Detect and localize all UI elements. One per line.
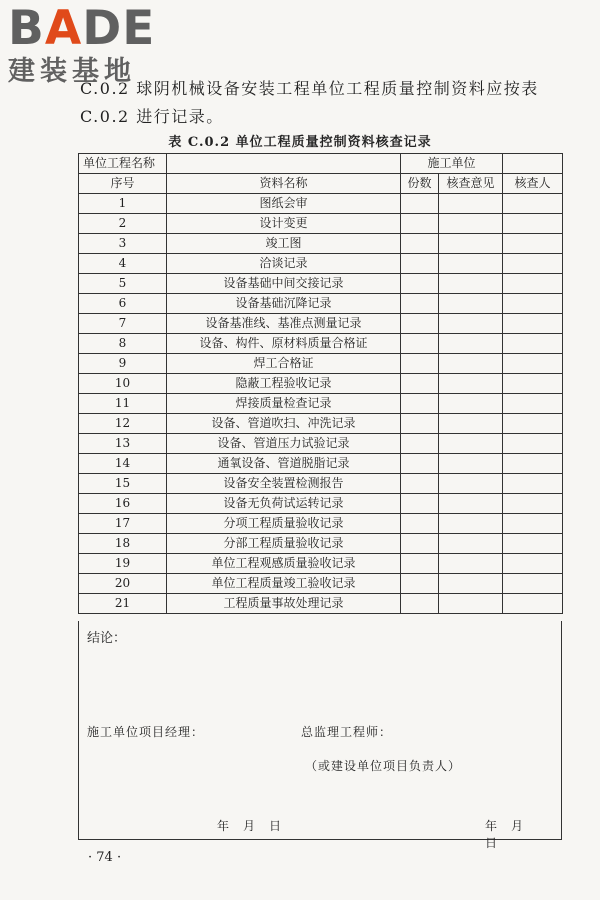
table-row (79, 354, 563, 374)
checker-cell[interactable] (503, 374, 563, 394)
record-name: 设备安全装置检测报告 (167, 474, 401, 494)
copies-cell[interactable] (401, 434, 439, 454)
table-row (79, 394, 563, 414)
row-number: 6 (79, 294, 167, 314)
row-number: 2 (79, 214, 167, 234)
col-header-checker: 核查人 (503, 174, 563, 194)
row-number: 11 (79, 394, 167, 414)
checker-cell[interactable] (503, 354, 563, 374)
checker-cell[interactable] (503, 554, 563, 574)
row-number: 5 (79, 274, 167, 294)
row-number: 1 (79, 194, 167, 214)
table-row (79, 514, 563, 534)
conclusion-section (78, 621, 562, 850)
copies-cell[interactable] (401, 374, 439, 394)
copies-cell[interactable] (401, 454, 439, 474)
copies-cell[interactable] (401, 354, 439, 374)
table-row (79, 254, 563, 274)
copies-cell[interactable] (401, 214, 439, 234)
row-number: 9 (79, 354, 167, 374)
checker-cell[interactable] (503, 594, 563, 614)
table-row (79, 374, 563, 394)
table-caption: 表 C.0.2 单位工程质量控制资料核查记录 (168, 135, 432, 150)
table-row (79, 554, 563, 574)
table-row (79, 294, 563, 314)
copies-cell[interactable] (401, 234, 439, 254)
copies-cell[interactable] (401, 494, 439, 514)
record-name: 工程质量事故处理记录 (167, 594, 401, 614)
row-number: 18 (79, 534, 167, 554)
opinion-cell[interactable] (439, 454, 503, 474)
record-name: 设计变更 (167, 214, 401, 234)
table-row (79, 434, 563, 454)
checker-cell[interactable] (503, 434, 563, 454)
col-header-opinion: 核查意见 (439, 174, 503, 194)
logo-wordmark (8, 1, 156, 56)
checker-cell[interactable] (503, 274, 563, 294)
opinion-cell[interactable] (439, 254, 503, 274)
opinion-cell[interactable] (439, 414, 503, 434)
column-header-row (79, 174, 563, 194)
record-name: 设备基础沉降记录 (167, 294, 401, 314)
checker-cell[interactable] (503, 314, 563, 334)
record-name: 焊工合格证 (167, 354, 401, 374)
table-row (79, 274, 563, 294)
checker-cell[interactable] (503, 294, 563, 314)
checker-cell[interactable] (503, 234, 563, 254)
checker-cell[interactable] (503, 214, 563, 234)
opinion-cell[interactable] (439, 374, 503, 394)
record-name: 设备、管道吹扫、冲洗记录 (167, 414, 401, 434)
checker-cell[interactable] (503, 254, 563, 274)
record-name: 竣工图 (167, 234, 401, 254)
checker-cell[interactable] (503, 474, 563, 494)
checker-cell[interactable] (503, 334, 563, 354)
row-number: 20 (79, 574, 167, 594)
intro-line-2: C.0.2 进行记录。 (80, 107, 224, 126)
record-name: 设备、管道压力试验记录 (167, 434, 401, 454)
row-number: 14 (79, 454, 167, 474)
record-name: 通氧设备、管道脱脂记录 (167, 454, 401, 474)
copies-cell[interactable] (401, 294, 439, 314)
date-left: 年月日 (217, 819, 296, 833)
copies-cell[interactable] (401, 254, 439, 274)
record-name: 焊接质量检查记录 (167, 394, 401, 414)
opinion-cell[interactable] (439, 514, 503, 534)
date-right: 年月日 (485, 819, 538, 850)
row-number: 3 (79, 234, 167, 254)
row-number: 19 (79, 554, 167, 574)
table-row (79, 534, 563, 554)
opinion-cell[interactable] (439, 434, 503, 454)
table-row (79, 214, 563, 234)
opinion-cell[interactable] (439, 274, 503, 294)
table-row (79, 494, 563, 514)
row-number: 15 (79, 474, 167, 494)
table-row (79, 414, 563, 434)
table-row (79, 594, 563, 614)
checker-cell[interactable] (503, 194, 563, 214)
table-row (79, 474, 563, 494)
header-row-project (79, 154, 563, 174)
row-number: 7 (79, 314, 167, 334)
logo-wordmark-text: BADE (8, 1, 156, 56)
row-number: 21 (79, 594, 167, 614)
table-row (79, 334, 563, 354)
checker-cell[interactable] (503, 394, 563, 414)
opinion-cell[interactable] (439, 234, 503, 254)
row-number: 12 (79, 414, 167, 434)
copies-cell[interactable] (401, 594, 439, 614)
opinion-cell[interactable] (439, 214, 503, 234)
record-name: 分部工程质量验收记录 (167, 534, 401, 554)
conclusion-label: 结论： (87, 631, 127, 646)
copies-cell[interactable] (401, 574, 439, 594)
opinion-cell[interactable] (439, 594, 503, 614)
table-row (79, 314, 563, 334)
opinion-cell[interactable] (439, 494, 503, 514)
copies-cell[interactable] (401, 534, 439, 554)
construction-unit-label: 施工单位 (401, 154, 503, 174)
opinion-cell[interactable] (439, 474, 503, 494)
supervisor-signature-label: 总监理工程师： (301, 725, 393, 739)
quality-control-table (78, 153, 563, 614)
record-name: 单位工程质量竣工验收记录 (167, 574, 401, 594)
opinion-cell[interactable] (439, 574, 503, 594)
construction-unit-value[interactable] (503, 154, 563, 174)
record-name: 设备无负荷试运转记录 (167, 494, 401, 514)
row-number: 8 (79, 334, 167, 354)
logo-accent-letter: A (44, 1, 83, 56)
row-number: 17 (79, 514, 167, 534)
record-name: 分项工程质量验收记录 (167, 514, 401, 534)
record-name: 隐蔽工程验收记录 (167, 374, 401, 394)
record-name: 图纸会审 (167, 194, 401, 214)
record-name: 设备基准线、基准点测量记录 (167, 314, 401, 334)
copies-cell[interactable] (401, 274, 439, 294)
opinion-cell[interactable] (439, 534, 503, 554)
checker-cell[interactable] (503, 454, 563, 474)
copies-cell[interactable] (401, 514, 439, 534)
col-header-name: 资料名称 (167, 174, 401, 194)
opinion-cell[interactable] (439, 334, 503, 354)
intro-line-1: C.0.2 球阴机械设备安装工程单位工程质量控制资料应按表 (80, 79, 539, 98)
record-name: 单位工程观感质量验收记录 (167, 554, 401, 574)
opinion-cell[interactable] (439, 354, 503, 374)
manager-signature-label: 施工单位项目经理： (87, 725, 205, 739)
row-number: 4 (79, 254, 167, 274)
row-number: 13 (79, 434, 167, 454)
col-header-copies: 份数 (401, 174, 439, 194)
checker-cell[interactable] (503, 514, 563, 534)
copies-cell[interactable] (401, 194, 439, 214)
opinion-cell[interactable] (439, 314, 503, 334)
copies-cell[interactable] (401, 394, 439, 414)
copies-cell[interactable] (401, 334, 439, 354)
page-number: · 74 · (88, 850, 122, 865)
row-number: 10 (79, 374, 167, 394)
record-name: 设备基础中间交接记录 (167, 274, 401, 294)
opinion-cell[interactable] (439, 194, 503, 214)
supervisor-note: （或建设单位项目负责人） (305, 759, 462, 773)
table-row (79, 234, 563, 254)
table-row (79, 194, 563, 214)
copies-cell[interactable] (401, 554, 439, 574)
table-row (79, 454, 563, 474)
checker-cell[interactable] (503, 414, 563, 434)
opinion-cell[interactable] (439, 554, 503, 574)
opinion-cell[interactable] (439, 394, 503, 414)
record-name: 设备、构件、原材料质量合格证 (167, 334, 401, 354)
table-row (79, 574, 563, 594)
checker-cell[interactable] (503, 574, 563, 594)
record-name: 洽谈记录 (167, 254, 401, 274)
logo-subtitle: 建装基地 (8, 56, 136, 87)
checker-cell[interactable] (503, 534, 563, 554)
unit-project-value[interactable] (167, 154, 401, 174)
copies-cell[interactable] (401, 414, 439, 434)
col-header-no: 序号 (79, 174, 167, 194)
copies-cell[interactable] (401, 474, 439, 494)
opinion-cell[interactable] (439, 294, 503, 314)
row-number: 16 (79, 494, 167, 514)
copies-cell[interactable] (401, 314, 439, 334)
unit-project-label: 单位工程名称 (79, 154, 167, 174)
checker-cell[interactable] (503, 494, 563, 514)
